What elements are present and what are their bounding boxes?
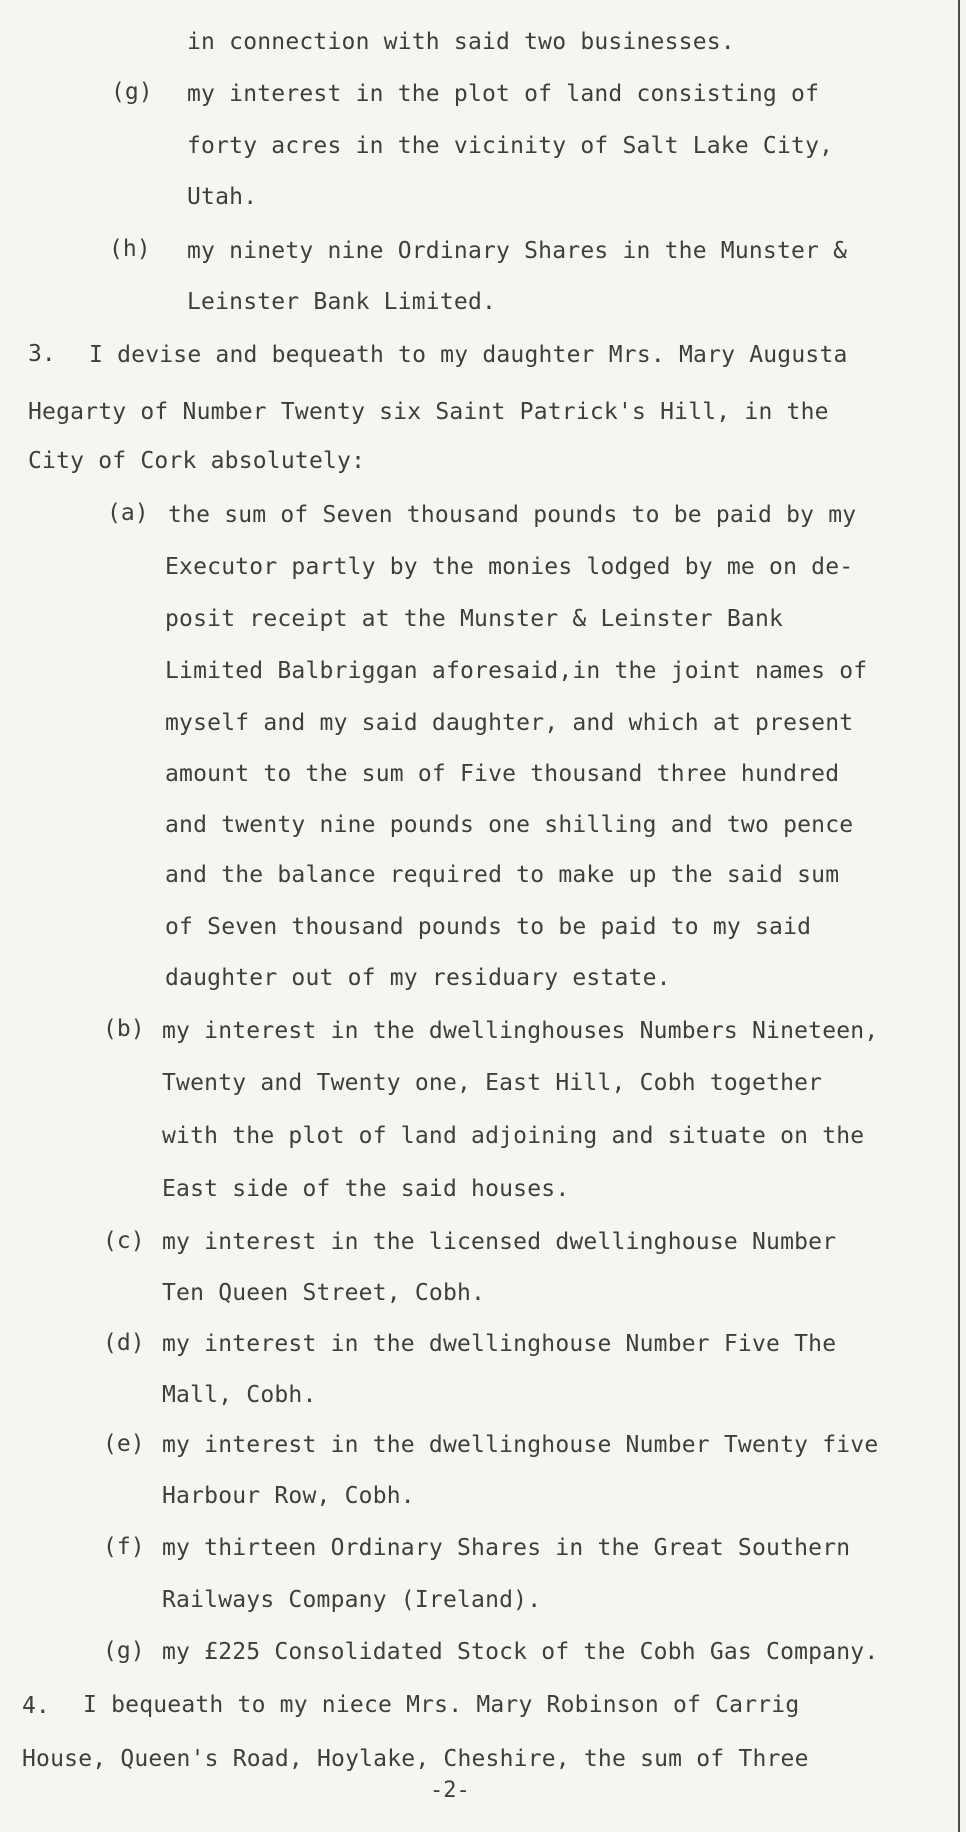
text-line: with the plot of land adjoining and situate on the [162, 1123, 865, 1149]
text-line: my interest in the plot of land consisting of [187, 81, 820, 107]
text-line: my thirteen Ordinary Shares in the Great Southern [162, 1535, 851, 1561]
item-label: (g) [111, 79, 153, 105]
text-line: I bequeath to my niece Mrs. Mary Robinson of Carrig [83, 1692, 800, 1718]
item-label: (h) [109, 236, 151, 262]
text-line: Twenty and Twenty one, East Hill, Cobh together [162, 1070, 823, 1096]
item-label: (d) [103, 1330, 145, 1356]
text-line: my ninety nine Ordinary Shares in the Munster & [187, 238, 848, 264]
text-line: of Seven thousand pounds to be paid to my said [165, 914, 812, 940]
text-line: Ten Queen Street, Cobh. [162, 1280, 486, 1306]
item-label: (f) [103, 1534, 145, 1560]
text-line: I devise and bequeath to my daughter Mrs. Mary Augusta [89, 342, 848, 368]
text-line: East side of the said houses. [162, 1176, 570, 1202]
item-label: (e) [103, 1431, 145, 1457]
text-line: my interest in the dwellinghouse Number Five The [162, 1331, 837, 1357]
text-line: my interest in the licensed dwellinghouse Number [162, 1229, 837, 1255]
clause-number: 4. [22, 1693, 50, 1719]
text-line: my interest in the dwellinghouse Number Twenty five [162, 1432, 879, 1458]
text-line: Leinster Bank Limited. [187, 289, 497, 315]
text-line: and the balance required to make up the said sum [165, 862, 840, 888]
text-line: daughter out of my residuary estate. [165, 965, 671, 991]
item-label: (g) [103, 1638, 145, 1664]
text-line: posit receipt at the Munster & Leinster Bank [165, 606, 784, 632]
text-line: and twenty nine pounds one shilling and two pence [165, 812, 854, 838]
item-label: (b) [103, 1016, 145, 1042]
text-line: House, Queen's Road, Hoylake, Cheshire, the sum of Three [22, 1746, 809, 1772]
text-line: Hegarty of Number Twenty six Saint Patrick's Hill, in the [28, 399, 829, 425]
text-line: in connection with said two businesses. [187, 29, 735, 55]
text-line: the sum of Seven thousand pounds to be paid by my [168, 502, 857, 528]
item-label: (c) [103, 1228, 145, 1254]
text-line: Mall, Cobh. [162, 1382, 317, 1408]
clause-number: 3. [28, 341, 56, 367]
text-line: Limited Balbriggan aforesaid,in the joint names of [165, 658, 868, 684]
text-line: Harbour Row, Cobh. [162, 1483, 415, 1509]
page-number: -2- [430, 1778, 470, 1803]
text-line: Executor partly by the monies lodged by me on de- [165, 554, 854, 580]
text-line: forty acres in the vicinity of Salt Lake City, [187, 133, 834, 159]
text-line: my £225 Consolidated Stock of the Cobh Gas Company. [162, 1639, 879, 1665]
text-line: Utah. [187, 184, 258, 210]
text-line: Railways Company (Ireland). [162, 1587, 542, 1613]
text-line: my interest in the dwellinghouses Numbers Nineteen, [162, 1018, 879, 1044]
text-line: amount to the sum of Five thousand three hundred [165, 761, 840, 787]
text-line: myself and my said daughter, and which at present [165, 710, 854, 736]
text-line: City of Cork absolutely: [28, 448, 366, 474]
item-label: (a) [107, 500, 149, 526]
